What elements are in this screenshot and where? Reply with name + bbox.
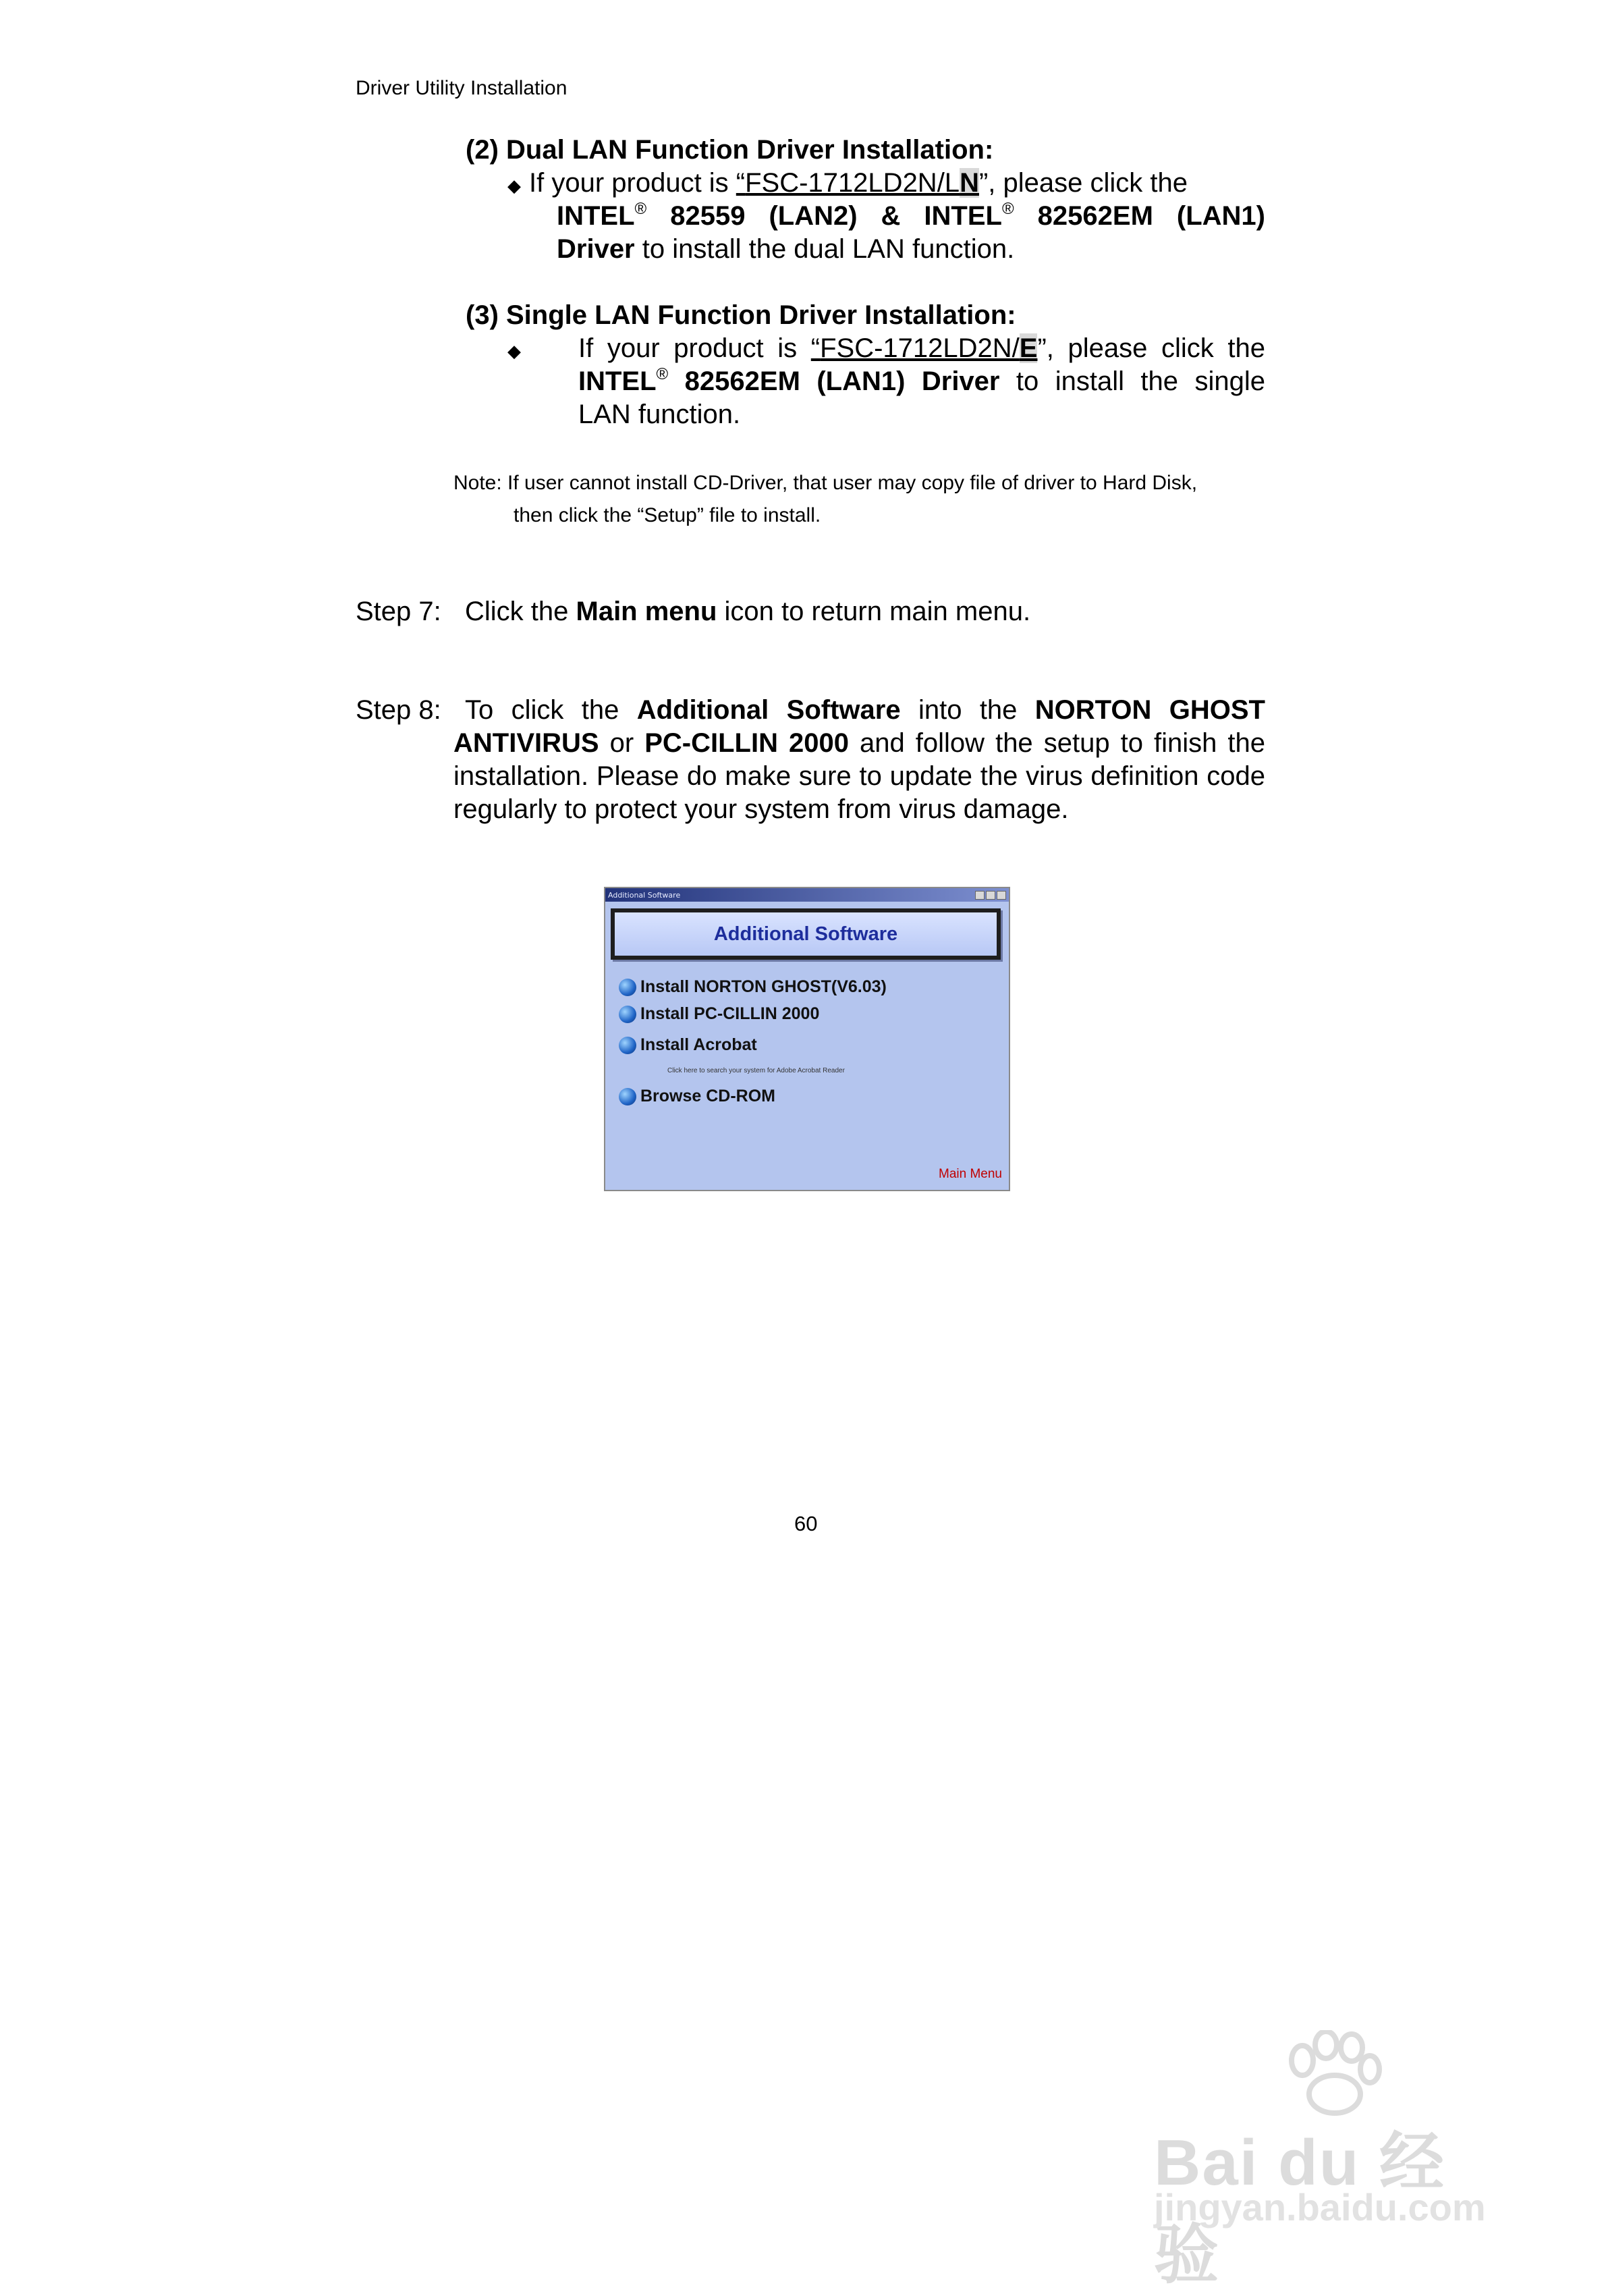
running-header: Driver Utility Installation bbox=[356, 77, 567, 99]
page-number: 60 bbox=[794, 1512, 818, 1535]
section3-bullet bbox=[507, 332, 521, 368]
window-titlebar bbox=[605, 888, 1009, 902]
menu-item-norton[interactable]: Install NORTON GHOST(V6.03) bbox=[619, 977, 887, 997]
section2-if: If your product is bbox=[529, 168, 736, 198]
note bbox=[453, 467, 1197, 532]
globe-bullet-icon bbox=[619, 1037, 636, 1054]
menu-item-acrobat[interactable]: Install Acrobat bbox=[619, 1035, 757, 1055]
watermark-logo: Bai du 经验 bbox=[1154, 2127, 1446, 2291]
section2-heading bbox=[466, 134, 1269, 167]
step7: Step 7: Click the Main menu icon to return main menu. bbox=[356, 595, 1267, 628]
section3-body-2: INTEL® 82562EM (LAN1) Driver to install the single bbox=[578, 365, 1265, 396]
step7-label: Step 7: bbox=[356, 597, 441, 626]
section2-body-3: Driver to install the dual LAN function. bbox=[557, 234, 1015, 264]
step8-body: To click the Additional Software into the NORTON GHOST ANTIVIRUS or PC-CILLIN 2000 and follow the setup to finish the installation. Please do make sure to update the virus definition code regularly to protect your system from virus damage. bbox=[453, 695, 1265, 824]
globe-bullet-icon bbox=[619, 1088, 636, 1105]
minimize-icon[interactable] bbox=[975, 891, 985, 900]
globe-bullet-icon bbox=[619, 979, 636, 996]
section3-model: “FSC-1712LD2N/E bbox=[810, 333, 1038, 363]
paw-icon bbox=[1282, 2030, 1383, 2118]
window-title: Additional Software bbox=[608, 890, 681, 900]
menu-item-browse[interactable]: Browse CD-ROM bbox=[619, 1087, 775, 1106]
main-menu-link[interactable]: Main Menu bbox=[939, 1167, 1002, 1181]
step8-label: Step 8: bbox=[356, 695, 441, 725]
section3-tail-b: LAN function. bbox=[578, 400, 741, 429]
note-line-2: then click the “Setup” file to install. bbox=[514, 504, 821, 526]
section2-title: (2) Dual LAN Function Driver Installation: bbox=[466, 135, 994, 165]
section2-model: “FSC-1712LD2N/LN bbox=[736, 168, 979, 198]
watermark bbox=[1113, 2030, 1505, 2291]
globe-bullet-icon bbox=[619, 1006, 636, 1023]
menu-item-pccillin[interactable]: Install PC-CILLIN 2000 bbox=[619, 1004, 819, 1024]
acrobat-note: Click here to search your system for Adobe Acrobat Reader bbox=[667, 1067, 845, 1074]
section3-title: (3) Single LAN Function Driver Installation: bbox=[466, 300, 1016, 330]
window-controls bbox=[975, 891, 1006, 900]
section3-body: If your product is “FSC-1712LD2N/E”, please click the bbox=[578, 333, 1265, 363]
section2-body: If your product is “FSC-1712LD2N/LN”, please click the bbox=[529, 168, 1188, 198]
diamond-bullet-icon: ◆ bbox=[507, 341, 521, 361]
maximize-icon[interactable] bbox=[986, 891, 995, 900]
note-line-1: Note: If user cannot install CD-Driver, that user may copy file of driver to Hard Disk, bbox=[453, 472, 1198, 494]
software-banner: Additional Software bbox=[611, 908, 1001, 960]
section3-body-3 bbox=[578, 398, 1265, 431]
diamond-bullet-icon: ◆ bbox=[507, 175, 521, 196]
section2-bullet bbox=[507, 167, 521, 202]
close-icon[interactable] bbox=[997, 891, 1006, 900]
section2-body-2: INTEL® 82559 (LAN2) & INTEL® 82562EM (LAN1) bbox=[557, 200, 1265, 231]
section3-tail-a: to install the single bbox=[999, 366, 1265, 396]
section3-heading bbox=[466, 299, 1269, 332]
additional-software-window bbox=[604, 887, 1010, 1191]
watermark-url: jingyan.baidu.com bbox=[1154, 2186, 1486, 2229]
